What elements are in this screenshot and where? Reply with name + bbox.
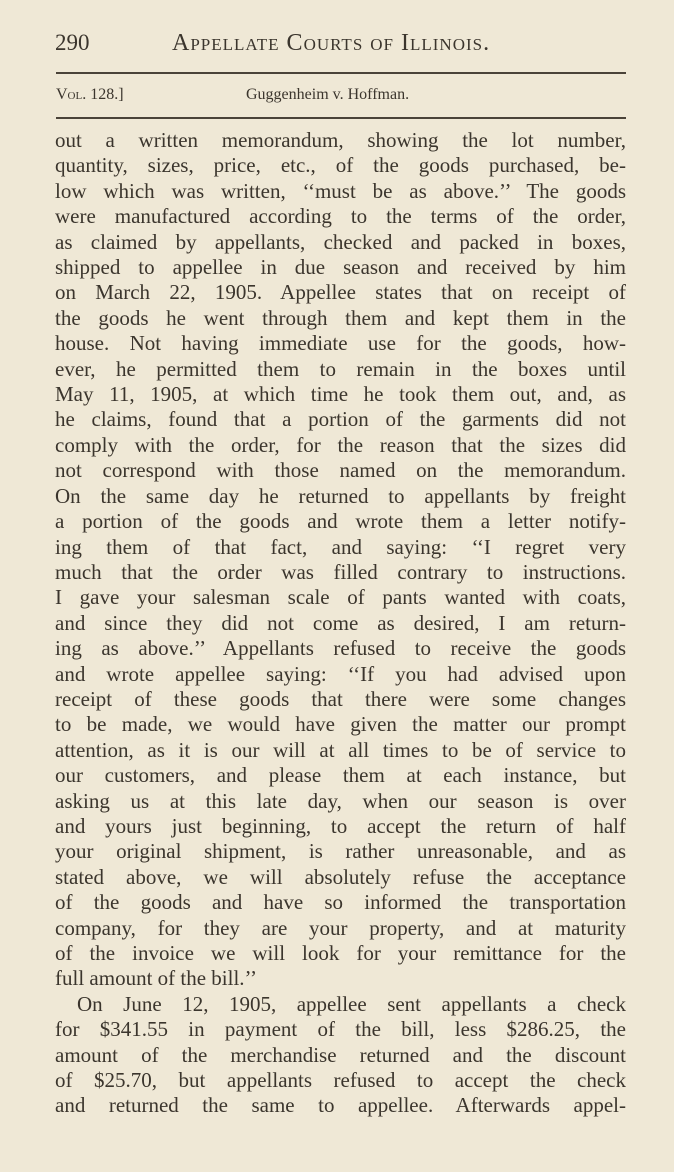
text-line: much that the order was filled contrary to instructions.: [55, 559, 626, 584]
text-line: not correspond with those named on the memorandum.: [55, 458, 626, 483]
text-line: low which was written, ‘‘must be as above.’’ The goods: [55, 178, 626, 203]
paragraph: [55, 992, 626, 1119]
text-line: receipt of these goods that there were some changes: [55, 686, 626, 711]
text-line: were manufactured according to the terms of the order,: [55, 204, 626, 229]
text-line: ing as above.’’ Appellants refused to receive the goods: [55, 636, 626, 661]
volume-label: Vol. 128.]: [56, 86, 124, 103]
text-line: On June 12, 1905, appellee sent appellants a check: [77, 991, 626, 1016]
text-line: to be made, we would have given the matter our prompt: [55, 712, 626, 737]
text-line: full amount of the bill.’’: [55, 966, 257, 991]
text-line: as claimed by appellants, checked and packed in boxes,: [55, 229, 626, 254]
text-line: comply with the order, for the reason that the sizes did: [55, 432, 626, 457]
text-line: ever, he permitted them to remain in the boxes until: [55, 356, 626, 381]
page-number: 290: [55, 30, 90, 55]
text-line: shipped to appellee in due season and received by him: [55, 255, 626, 280]
text-line: our customers, and please them at each instance, but: [55, 763, 626, 788]
text-line: May 11, 1905, at which time he took them out, and, as: [55, 382, 626, 407]
text-line: attention, as it is our will at all times to be of service to: [55, 737, 626, 762]
text-line: On the same day he returned to appellants by freight: [55, 483, 626, 508]
text-line: amount of the merchandise returned and the discount: [55, 1042, 626, 1067]
header-rule-top: [56, 72, 626, 74]
paragraph: [55, 128, 626, 992]
text-line: and wrote appellee saying: ‘‘If you had advised upon: [55, 661, 626, 686]
text-line: for $341.55 in payment of the bill, less $286.25, the: [55, 1017, 626, 1042]
text-line: I gave your salesman scale of pants wanted with coats,: [55, 585, 626, 610]
text-line: out a written memorandum, showing the lot number,: [55, 128, 626, 152]
header-rule-bottom: [56, 117, 626, 119]
text-line: house. Not having immediate use for the goods, how-: [55, 331, 626, 356]
text-line: and yours just beginning, to accept the return of half: [55, 813, 626, 838]
case-name: Guggenheim v. Hoffman.: [246, 86, 410, 103]
text-line: ing them of that fact, and saying: ‘‘I regret very: [55, 534, 626, 559]
text-line: asking us at this late day, when our season is over: [55, 788, 626, 813]
text-line: on March 22, 1905. Appellee states that on receipt of: [55, 280, 626, 305]
text-line: of the goods and have so informed the transportation: [55, 890, 626, 915]
text-line: stated above, we will absolutely refuse the acceptance: [55, 864, 626, 889]
text-line: the goods he went through them and kept them in the: [55, 305, 626, 330]
text-line: company, for they are your property, and at maturity: [55, 915, 626, 940]
text-line: and since they did not come as desired, I am return-: [55, 610, 626, 635]
text-line: your original shipment, is rather unreasonable, and as: [55, 839, 626, 864]
text-line: he claims, found that a portion of the garments did not: [55, 407, 626, 432]
text-line: quantity, sizes, price, etc., of the goods purchased, be-: [55, 153, 626, 178]
text-line: and returned the same to appellee. Afterwards appel-: [55, 1093, 626, 1118]
running-title: Appellate Courts of Illinois.: [172, 30, 491, 56]
text-line: of $25.70, but appellants refused to accept the check: [55, 1068, 626, 1093]
text-line: of the invoice we will look for your remittance for the: [55, 941, 626, 965]
body-text: [55, 128, 626, 1119]
text-line: a portion of the goods and wrote them a letter notify-: [55, 509, 626, 534]
